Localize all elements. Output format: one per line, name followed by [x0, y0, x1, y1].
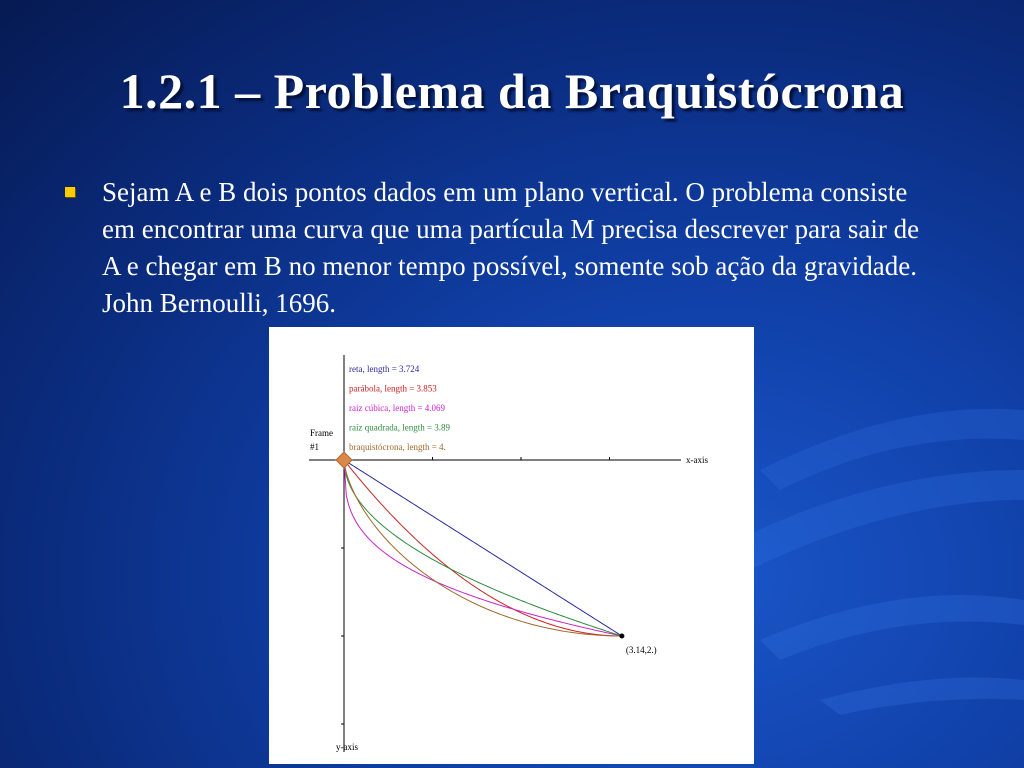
- slide-title: 1.2.1 – Problema da Braquistócrona: [119, 63, 905, 119]
- frame-label: Frame: [310, 428, 333, 438]
- endpoint-label: (3.14,2.): [625, 645, 657, 655]
- endpoint-b-dot: [619, 634, 624, 639]
- bullet-item: [62, 174, 922, 322]
- bullet-text: Sejam A e B dois pontos dados em um plano vertical. O problema consiste em encontrar uma curva que uma partícula M precisa descrever para sair de A e chegar em B no menor tempo possível, somente sob ação da gravidade. John Bernoulli, 1696.: [102, 177, 920, 318]
- legend-parabola: parábola, length = 3.853: [349, 383, 437, 394]
- x-axis-label: x-axis: [686, 455, 708, 465]
- curves-chart: [269, 327, 754, 764]
- start-point-a-marker: [336, 452, 352, 468]
- y-axis-label: y-axis: [336, 742, 358, 752]
- brachistochrone-figure: [269, 327, 754, 764]
- legend-raiz_quadrada: raiz quadrada, length = 3.89: [349, 422, 451, 433]
- frame-number-label: #1: [310, 442, 319, 452]
- square-bullet-icon: [65, 187, 75, 197]
- legend-raiz_cubica: raiz cúbica, length = 4.069: [349, 403, 446, 413]
- legend-braquistocrona: braquistócrona, length = 4.: [349, 442, 446, 452]
- curve-reta: [344, 460, 622, 636]
- legend-reta: reta, length = 3.724: [349, 364, 420, 374]
